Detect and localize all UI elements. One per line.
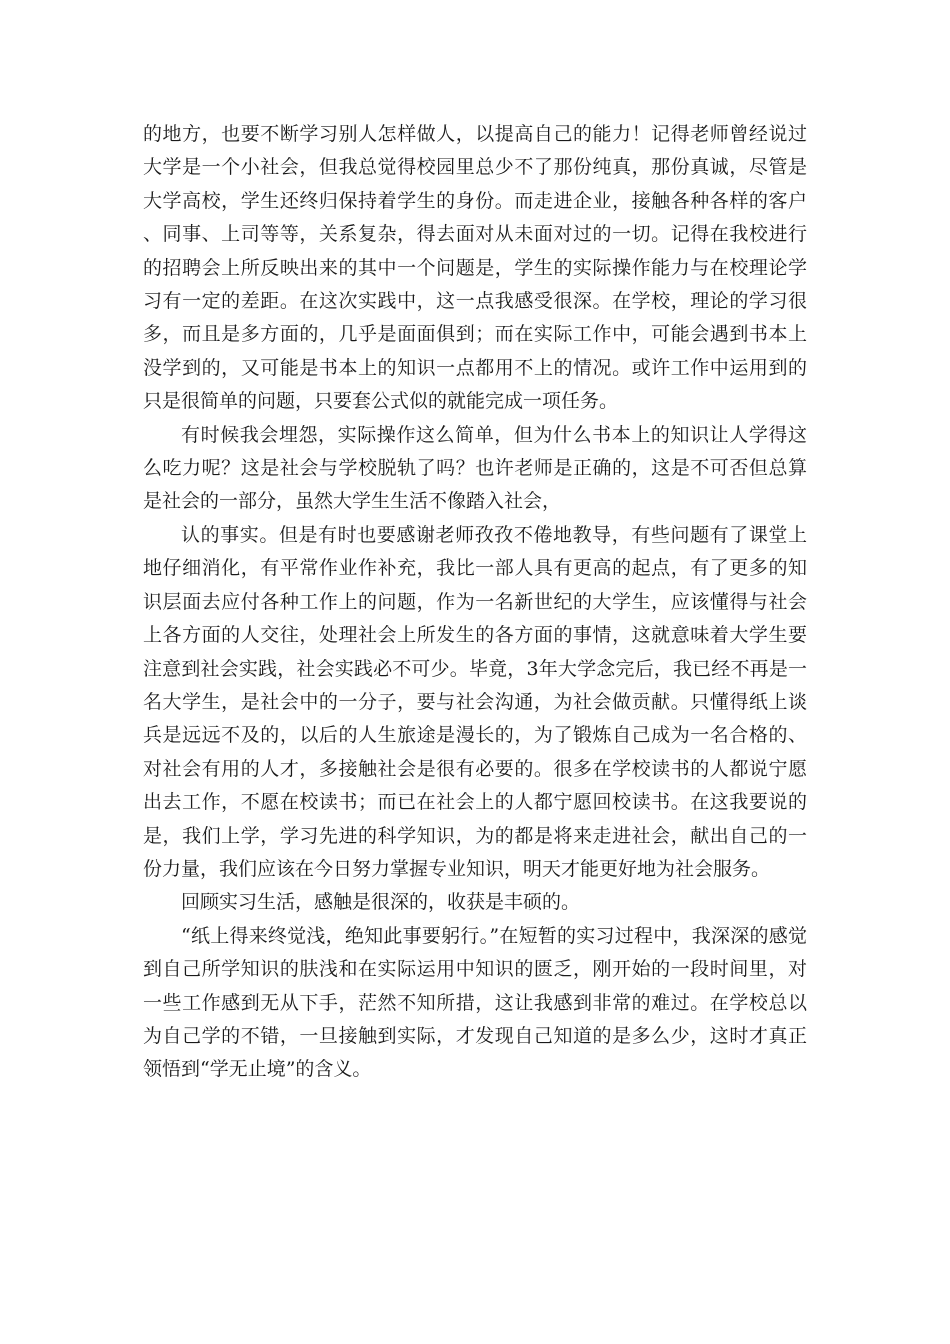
paragraph-2: 有时候我会埋怨，实际操作这么简单，但为什么书本上的知识让人学得这么吃力呢？这是社会与学校脱轨了吗？也许老师是正确的，这是不可否但总算是社会的一部分，虽然大学生生活不像踏入社会， [143,423,807,513]
paragraph-4: 回顾实习生活，感触是很深的，收获是丰硕的。 [181,891,581,914]
paragraph-3: 认的事实。但是有时也要感谢老师孜孜不倦地教导，有些问题有了课堂上地仔细消化，有平常作业作补充，我比一部人具有更高的起点，有了更多的知识层面去应付各种工作上的问题，作为一名新世纪的大学生，应该懂得与社会上各方面的人交往，处理社会上所发生的各方面的事情，这就意味着大学生要注意到社会实践，社会实践必不可少。毕竟，3年大学念完后，我已经不再是一名大学生，是社会中的一分子，要与社会沟通，为社会做贡献。只懂得纸上谈兵是远远不及的，以后的人生旅途是漫长的，为了锻炼自己成为一名合格的、对社会有用的人才，多接触社会是很有必要的。很多在学校读书的人都说宁愿出去工作，不愿在校读书；而已在社会上的人都宁愿回校读书。在这我要说的是，我们上学，学习先进的科学知识，为的都是将来走进社会，献出自己的一份力量，我们应该在今日努力掌握专业知识，明天才能更好地为社会服务。 [143,523,807,880]
document-body [143,118,807,1087]
paragraph-1: 的地方，也要不断学习别人怎样做人，以提高自己的能力！记得老师曾经说过大学是一个小社会，但我总觉得校园里总少不了那份纯真，那份真诚，尽管是大学高校，学生还终归保持着学生的身份。而走进企业，接触各种各样的客户、同事、上司等等，关系复杂，得去面对从未面对过的一切。记得在我校进行的招聘会上所反映出来的其中一个问题是，学生的实际操作能力与在校理论学习有一定的差距。在这次实践中，这一点我感受很深。在学校，理论的学习很多，而且是多方面的，几乎是面面俱到；而在实际工作中，可能会遇到书本上没学到的，又可能是书本上的知识一点都用不上的情况。或许工作中运用到的只是很简单的问题，只要套公式似的就能完成一项任务。 [143,123,807,413]
paragraph-5: “纸上得来终觉浅，绝知此事要躬行。”在短暂的实习过程中，我深深的感觉到自己所学知识的肤浅和在实际运用中知识的匮乏，刚开始的一段时间里，对一些工作感到无从下手，茫然不知所措，这让我感到非常的难过。在学校总以为自己学的不错，一旦接触到实际，才发现自己知道的是多么少，这时才真正领悟到“学无止境”的含义。 [143,924,807,1081]
